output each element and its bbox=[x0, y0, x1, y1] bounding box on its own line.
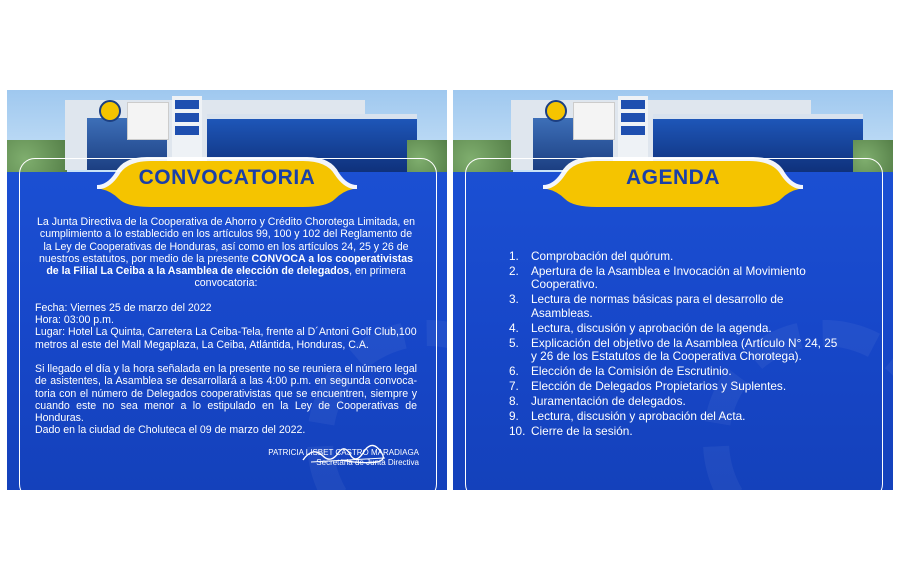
signer-role: Secretaria de Junta Directiva bbox=[316, 458, 419, 467]
intro-paragraph: La Junta Directiva de la Cooperativa de Ahorro y Crédito Chorotega Limitada, en cumplimiento a lo establecido en los artículos 99, 100 y 102 del Reglamento de la Ley de Cooperativas de Honduras, así como en los artículos 24, 25 y 26 de nuestros estatutos, por medio de la presente CONVOCA a los cooperativistas de la Filial La Ceiba a la Asamblea de elección de delegados, en primera convocatoria: bbox=[36, 216, 416, 290]
list-item: 8. Juramentación de delegados. bbox=[509, 394, 686, 409]
second-call-paragraph: Si llegado el día y la hora señalada en la presente no se reuniera el número legal de asistentes, la Asamblea se desarrollará a las 4:00 p.m. en segunda convoca-toria con el número de Delegados cooperativistas que se encuentren, siempre y cuando este no sea menor a lo estipulado en la Ley de Cooperativas de Honduras. bbox=[35, 362, 417, 425]
issued-date: Dado en la ciudad de Choluteca el 09 de marzo del 2022. bbox=[35, 424, 306, 437]
title-ribbon bbox=[97, 151, 357, 211]
convoca-highlight: CONVOCA a los cooperativistas de la Filial La Ceiba a la Asamblea de elección de delegados bbox=[46, 252, 414, 278]
list-item: 6. Elección de la Comisión de Escrutinio. bbox=[509, 364, 732, 379]
event-place: Lugar: Hotel La Quinta, Carretera La Ceiba-Tela, frente al D´Antoni Golf Club,100 metros al este del Mall Megaplaza, La Ceiba, Atlántida, Honduras, C.A. bbox=[35, 326, 417, 351]
convocatoria-body bbox=[35, 216, 417, 437]
event-date: Fecha: Viernes 25 de marzo del 2022 bbox=[35, 301, 212, 314]
convocatoria-title: CONVOCATORIA bbox=[138, 166, 316, 189]
list-item: 9. Lectura, discusión y aprobación del Acta. bbox=[509, 408, 746, 423]
list-item: 2. Apertura de la Asamblea e Invocación al Movimiento Cooperativo. bbox=[509, 263, 806, 292]
event-time: Hora: 03:00 p.m. bbox=[35, 314, 114, 327]
agenda-title: AGENDA bbox=[625, 166, 720, 189]
list-item: 3. Lectura de normas básicas para el desarrollo de Asambleas. bbox=[509, 292, 784, 320]
signer-name: PATRICIA LISBET CASTRO MARADIAGA bbox=[268, 448, 419, 457]
signature-block bbox=[268, 448, 419, 468]
cooperative-logo-icon bbox=[99, 100, 121, 122]
list-item: 10. Cierre de la sesión. bbox=[509, 423, 633, 438]
cooperative-logo-icon bbox=[545, 100, 567, 122]
list-item: 7. Elección de Delegados Propietarios y Suplentes. bbox=[509, 379, 787, 394]
convocatoria-panel bbox=[7, 90, 447, 490]
list-item: 1. Comprobación del quórum. bbox=[509, 249, 674, 263]
agenda-list bbox=[509, 250, 839, 440]
list-item: 4. Lectura, discusión y aprobación de la agenda. bbox=[509, 320, 772, 335]
list-item: 5. Explicación del objetivo de la Asamblea (Artículo N° 24, 25 y 26 de los Estatutos de la Cooperativa Chorotega). bbox=[509, 335, 838, 364]
agenda-panel bbox=[453, 90, 893, 490]
title-ribbon bbox=[543, 151, 803, 211]
